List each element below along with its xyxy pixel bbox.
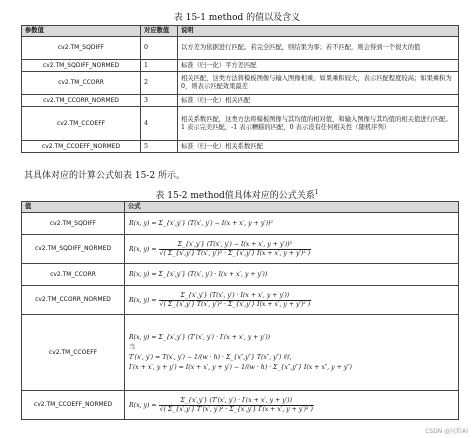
table-row — [22, 315, 459, 391]
param-name: cv2.TM_SQDIFF_NORMED — [22, 60, 141, 72]
formula-numerator: Σ_{x′,y′} (T′(x′, y′) · I′(x + x′, y + y′)) — [159, 397, 314, 406]
table2-caption-footnote: 1 — [314, 189, 319, 196]
param-value: 0 — [141, 37, 178, 60]
formula-table — [21, 201, 459, 420]
formula-line: R(x, y) = Σ_{x′,y′} (T(x′, y′) · I(x + x′, y + y′)) — [129, 271, 268, 278]
formula-cell — [125, 264, 459, 286]
table-header-row — [22, 26, 459, 37]
param-value: 2 — [141, 72, 178, 95]
formula-cell — [125, 315, 459, 391]
formula-fraction — [159, 397, 314, 414]
param-desc: 标准（归一化）相关匹配 — [178, 95, 459, 107]
header-value: 对应数值 — [141, 26, 178, 37]
formula-denominator: √( Σ_{x′,y′} T(x′, y′)² · Σ_{x′,y′} I(x + x′, y + y′)² ) — [159, 300, 311, 308]
param-value: 4 — [141, 107, 178, 141]
formula-lhs: R(x, y) = — [129, 296, 157, 304]
param-desc: 标准（归一化）相关系数匹配 — [178, 141, 459, 153]
formula-fraction — [159, 241, 312, 258]
watermark: CSDN @玩转AI — [425, 428, 468, 435]
param-value: 1 — [141, 60, 178, 72]
table2-caption — [0, 187, 474, 202]
param-desc: 相关系数匹配，这类方法将模板图像与其均值的相对值，和输入图像与其均值的相关值进行匹配。1 表示完美匹配，-1 表示糟糕的匹配，0 表示没有任何相关性（随机序列） — [178, 107, 459, 141]
header-desc: 说明 — [178, 26, 459, 37]
formula-fraction — [159, 292, 312, 309]
formula-line: R(x, y) = Σ_{x′,y′} (T′(x′, y′) · I′(x + x′, y + y′)) — [129, 333, 271, 341]
header-value: 值 — [22, 202, 125, 213]
formula-lhs: R(x, y) = — [129, 401, 157, 409]
formula-numerator: Σ_{x′,y′} (T(x′, y′) − I(x + x′, y + y′))² — [159, 241, 312, 250]
formula-cell — [125, 286, 459, 315]
table1-caption: 表 15-1 method 的值以及含义 — [173, 13, 301, 23]
body-paragraph: 其具体对应的计算公式如表 15-2 所示。 — [24, 171, 185, 181]
formula-numerator: Σ_{x′,y′} (T(x′, y′) · I(x + x′, y + y′)) — [159, 292, 312, 301]
param-name: cv2.TM_CCOEFF_NORMED — [22, 141, 141, 153]
formula-cell — [125, 213, 459, 235]
param-desc: 标准（归一化）平方差匹配 — [178, 60, 459, 72]
table-row — [22, 141, 459, 153]
formula-cell — [125, 391, 459, 420]
formula-line: T′(x′, y′) = T(x′, y′) − 1/(w · h) · Σ_{x″,y″} T(x″, y″) 时， — [129, 353, 296, 361]
table-row — [22, 235, 459, 264]
param-name: cv2.TM_SQDIFF_NORMED — [22, 235, 125, 264]
param-name: cv2.TM_SQDIFF — [22, 213, 125, 235]
header-formula: 公式 — [125, 202, 459, 213]
formula-line: 当 — [129, 343, 136, 351]
param-value: 3 — [141, 95, 178, 107]
formula-line: R(x, y) = Σ_{x′,y′} (T(x′, y′) − I(x + x′, y + y′))² — [129, 220, 273, 227]
table-row — [22, 60, 459, 72]
param-name: cv2.TM_CCORR_NORMED — [22, 286, 125, 315]
formula-denominator: √( Σ_{x′,y′} T(x′, y′)² · Σ_{x′,y′} I(x + x′, y + y′)² ) — [159, 249, 311, 257]
formula-denominator: √( Σ_{x′,y′} T′(x′, y′)² · Σ_{x′,y′} I′(x + x′, y + y′)² ) — [159, 405, 313, 413]
table-row — [22, 72, 459, 95]
table-row — [22, 95, 459, 107]
param-name: cv2.TM_SQDIFF — [22, 37, 141, 60]
formula-cell — [125, 235, 459, 264]
param-desc: 以方差为依据进行匹配。若完全匹配，则结果为零；若不匹配，则会得到一个很大的值 — [178, 37, 459, 60]
table-row — [22, 213, 459, 235]
formula-line: I′(x + x′, y + y′) = I(x + x′, y + y′) − 1/(w · h) · Σ_{x″,y″} I(x + x″, y + y″) — [129, 363, 352, 371]
header-param: 参数值 — [22, 26, 141, 37]
param-desc: 相关匹配，这类方法将模板图像与输入图像相乘，如果乘积较大，表示匹配程度较高；如果乘积为 0，则表示匹配效果最差 — [178, 72, 459, 95]
param-name: cv2.TM_CCORR — [22, 72, 141, 95]
param-name: cv2.TM_CCORR — [22, 264, 125, 286]
table-row — [22, 391, 459, 420]
table2-caption-text: 表 15-2 method值具体对应的公式关系 — [155, 191, 315, 201]
param-name: cv2.TM_CCOEFF — [22, 107, 141, 141]
table-row — [22, 264, 459, 286]
param-name: cv2.TM_CCORR_NORMED — [22, 95, 141, 107]
formula-lhs: R(x, y) = — [129, 245, 157, 253]
param-name: cv2.TM_CCOEFF_NORMED — [22, 391, 125, 420]
method-values-table — [21, 25, 459, 153]
table-row — [22, 286, 459, 315]
param-name: cv2.TM_CCOEFF — [22, 315, 125, 391]
table-header-row — [22, 202, 459, 213]
param-value: 5 — [141, 141, 178, 153]
table-row — [22, 107, 459, 141]
table-row — [22, 37, 459, 60]
